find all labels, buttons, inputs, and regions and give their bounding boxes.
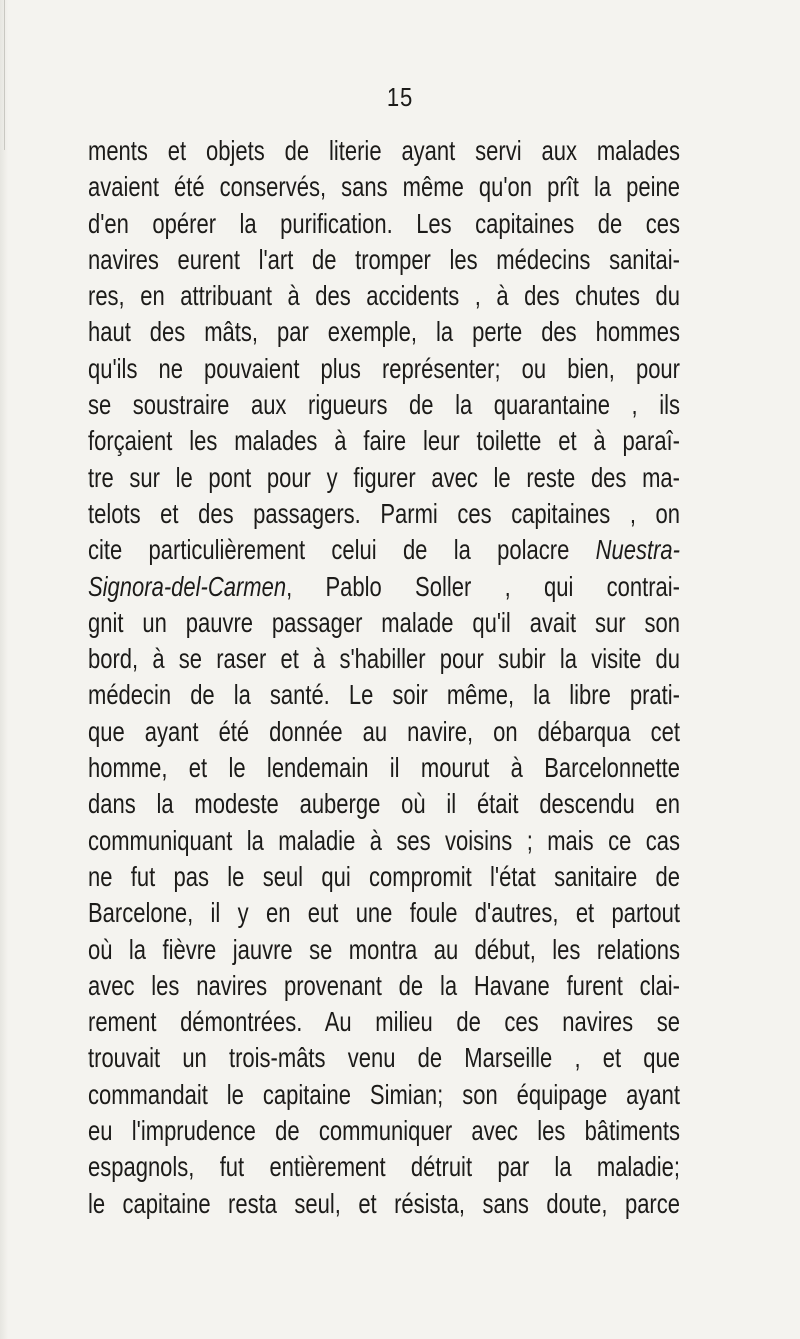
- text-line-4: navires eurent l'art de tromper les médecins sanitai-: [88, 243, 680, 275]
- text-line-12-start: cite particulièrement celui de la polacre: [88, 534, 596, 566]
- text-line-1: ments et objets de literie ayant servi aux malades: [88, 135, 680, 166]
- text-line-29: espagnols, fut entièrement détruit par la maladie;: [88, 1151, 680, 1183]
- text-line-3: d'en opérer la purification. Les capitaines de ces: [88, 207, 680, 239]
- text-line-14: gnit un pauvre passager malade qu'il avait sur son: [88, 606, 680, 638]
- text-line-20: communiquant la maladie à ses voisins ; mais ce cas: [88, 824, 680, 856]
- text-line-15: bord, à se raser et à s'habiller pour subir la visite du: [88, 643, 680, 675]
- text-line-18: homme, et le lendemain il mourut à Barcelonnette: [88, 752, 680, 784]
- italic-ship-name-start: Nuestra-: [595, 534, 680, 566]
- body-text: [88, 133, 680, 1222]
- text-line-28: eu l'imprudence de communiquer avec les bâtiments: [88, 1115, 680, 1147]
- text-line-12: [88, 532, 680, 568]
- text-line-16: médecin de la santé. Le soir même, la libre prati-: [88, 679, 680, 711]
- text-line-21: ne fut pas le seul qui compromit l'état sanitaire de: [88, 860, 680, 892]
- text-line-30: le capitaine resta seul, et résista, sans doute, parce: [88, 1187, 680, 1219]
- text-line-25: rement démontrées. Au milieu de ces navires se: [88, 1006, 680, 1038]
- text-line-2: avaient été conservés, sans même qu'on prît la peine: [88, 171, 680, 203]
- page-gutter-shadow: [0, 0, 8, 1339]
- text-line-19: dans la modeste auberge où il était descendu en: [88, 788, 680, 820]
- italic-ship-name-end: Signora-del-Carmen: [88, 570, 287, 602]
- gutter-line: [4, 0, 5, 150]
- text-line-6: haut des mâts, par exemple, la perte des hommes: [88, 316, 680, 348]
- text-line-5: res, en attribuant à des accidents , à des chutes du: [88, 280, 680, 312]
- text-line-27: commandait le capitaine Simian; son équipage ayant: [88, 1078, 680, 1110]
- page-number: 15: [386, 82, 414, 112]
- text-line-23: où la fièvre jauvre se montra au début, les relations: [88, 933, 680, 965]
- text-line-26: trouvait un trois-mâts venu de Marseille , et que: [88, 1042, 680, 1074]
- text-line-8: se soustraire aux rigueurs de la quarantaine , ils: [88, 389, 680, 421]
- text-line-17: que ayant été donnée au navire, on débarqua cet: [88, 715, 680, 747]
- text-line-7: qu'ils ne pouvaient plus représenter; ou bien, pour: [88, 352, 680, 384]
- text-line-11: telots et des passagers. Parmi ces capitaines , on: [88, 497, 680, 529]
- text-line-10: tre sur le pont pour y figurer avec le reste des ma-: [88, 461, 680, 493]
- text-line-13-rest: , Pablo Soller , qui contrai-: [286, 570, 680, 602]
- text-line-9: forçaient les malades à faire leur toilette et à paraî-: [88, 425, 680, 457]
- text-line-24: avec les navires provenant de la Havane furent clai-: [88, 969, 680, 1001]
- text-line-13: [88, 569, 680, 605]
- text-line-22: Barcelone, il y en eut une foule d'autres, et partout: [88, 897, 680, 929]
